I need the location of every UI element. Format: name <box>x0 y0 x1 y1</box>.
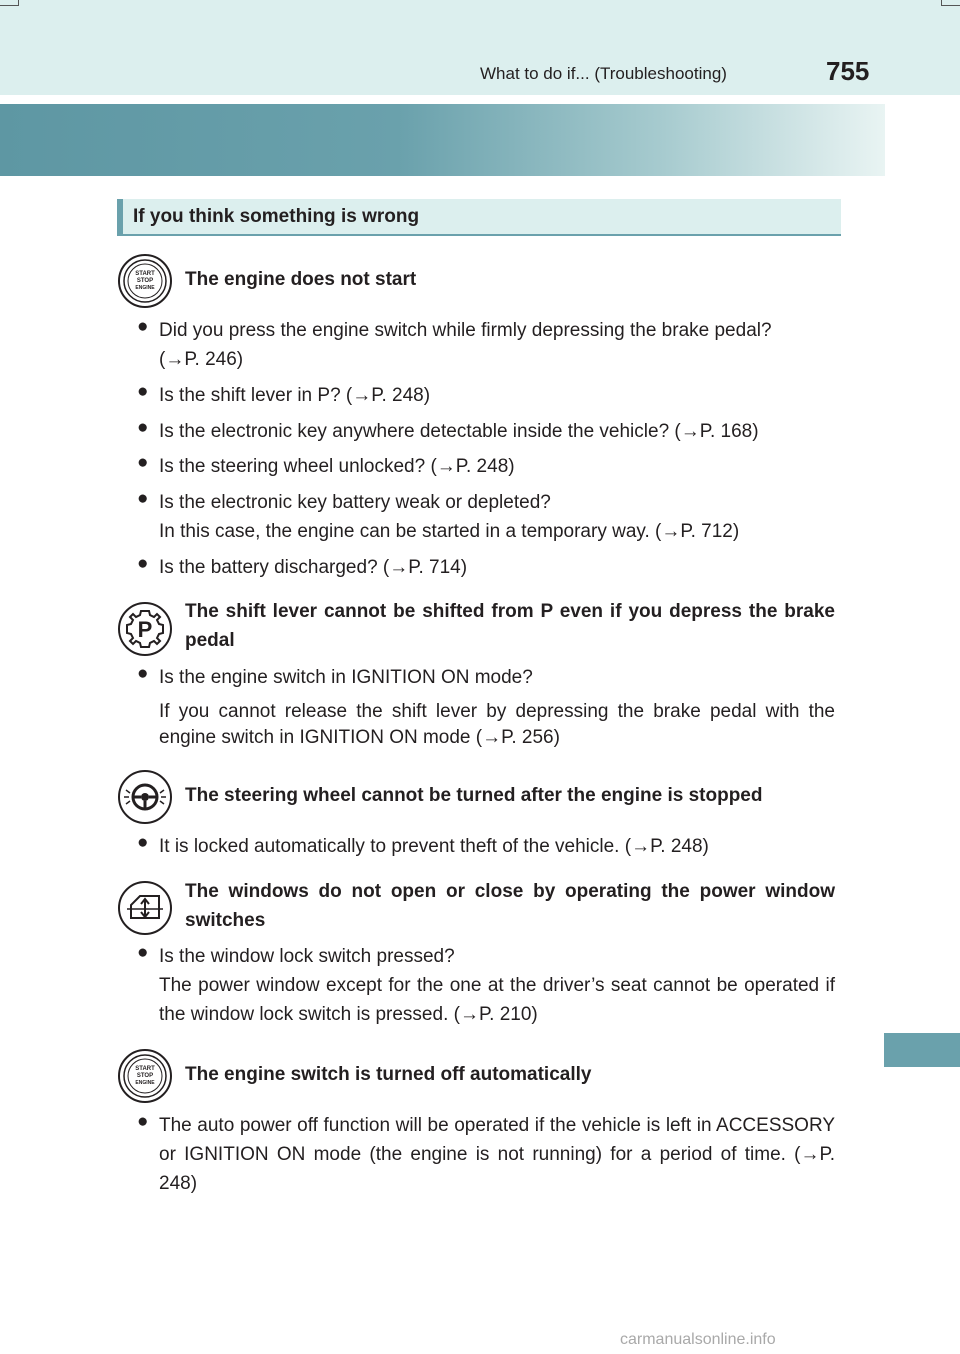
icon-text-engine: ENGINE <box>135 285 155 291</box>
bullet-dot: ● <box>137 1111 149 1132</box>
heading-steering-wheel-locked: The steering wheel cannot be turned after the engine is stopped <box>185 785 763 806</box>
list-item: It is locked automatically to prevent theft of the vehicle. (→P. 248) <box>159 836 709 857</box>
list-item: Did you press the engine switch while firmly depressing the brake pedal? (→P. 246) <box>159 320 772 370</box>
list-item: Is the engine switch in IGNITION ON mode? <box>159 667 533 688</box>
bullet-dot: ● <box>137 553 149 574</box>
icon-text-start: START <box>135 1066 155 1072</box>
start-stop-engine-button-icon <box>118 254 172 308</box>
list-item: Is the battery discharged? (→P. 714) <box>159 557 468 578</box>
bullet-dot: ● <box>137 942 149 963</box>
bullet-dot: ● <box>137 381 149 402</box>
bullet-dot: ● <box>137 832 149 853</box>
power-window-icon <box>118 881 172 935</box>
list-item: Is the electronic key battery weak or depleted? In this case, the engine can be started in a temporary way. (→P. 712) <box>159 492 740 542</box>
heading-engine-switch-auto-off: The engine switch is turned off automatically <box>185 1064 592 1085</box>
icon-text-start: START <box>135 271 155 277</box>
bullet-dot: ● <box>137 452 149 473</box>
icon-text-p: P <box>137 617 153 642</box>
section-title: If you think something is wrong <box>133 206 420 227</box>
steering-lock-icon <box>118 770 172 824</box>
crop-mark <box>0 5 18 6</box>
running-title: What to do if... (Troubleshooting) <box>480 64 727 83</box>
chapter-banner <box>0 104 885 176</box>
icon-text-engine: ENGINE <box>135 1080 155 1086</box>
watermark: carmanualsonline.info <box>620 1331 776 1348</box>
section-header <box>117 199 841 236</box>
crop-mark <box>941 5 960 6</box>
bullet-dot: ● <box>137 316 149 337</box>
list-item: Is the shift lever in P? (→P. 248) <box>159 385 431 406</box>
bullet-dot: ● <box>137 417 149 438</box>
page-number: 755 <box>826 56 870 86</box>
icon-text-stop: STOP <box>136 1073 154 1079</box>
chapter-side-tab[interactable] <box>884 1033 960 1067</box>
list-item-note: If you cannot release the shift lever by depressing the brake pedal with the engine switch in IGNITION ON mode (→P. 256) <box>159 701 835 748</box>
icon-text-stop: STOP <box>136 278 154 284</box>
list-item: Is the steering wheel unlocked? (→P. 248) <box>159 456 515 477</box>
list-item: Is the electronic key anywhere detectable inside the vehicle? (→P. 168) <box>159 421 759 442</box>
heading-shift-lever-stuck: The shift lever cannot be shifted from P even if you depress the brake pedal <box>185 601 835 651</box>
shift-lock-gear-p-icon <box>118 602 172 656</box>
bullet-dot: ● <box>137 663 149 684</box>
bullet-dot: ● <box>137 488 149 509</box>
heading-power-windows: The windows do not open or close by operating the power window switches <box>185 881 835 931</box>
heading-engine-does-not-start: The engine does not start <box>185 269 417 290</box>
list-item: The auto power off function will be operated if the vehicle is left in ACCESSORY or IGNITION ON mode (the engine is not running) for a period of time. (→P. 248) <box>159 1115 835 1194</box>
start-stop-engine-button-icon <box>118 1049 172 1103</box>
crop-mark <box>18 0 19 6</box>
section-accent-bar <box>117 199 123 236</box>
list-item: Is the window lock switch pressed? The power window except for the one at the driver’s seat cannot be operated if the window lock switch is pressed. (→P. 210) <box>159 946 835 1025</box>
